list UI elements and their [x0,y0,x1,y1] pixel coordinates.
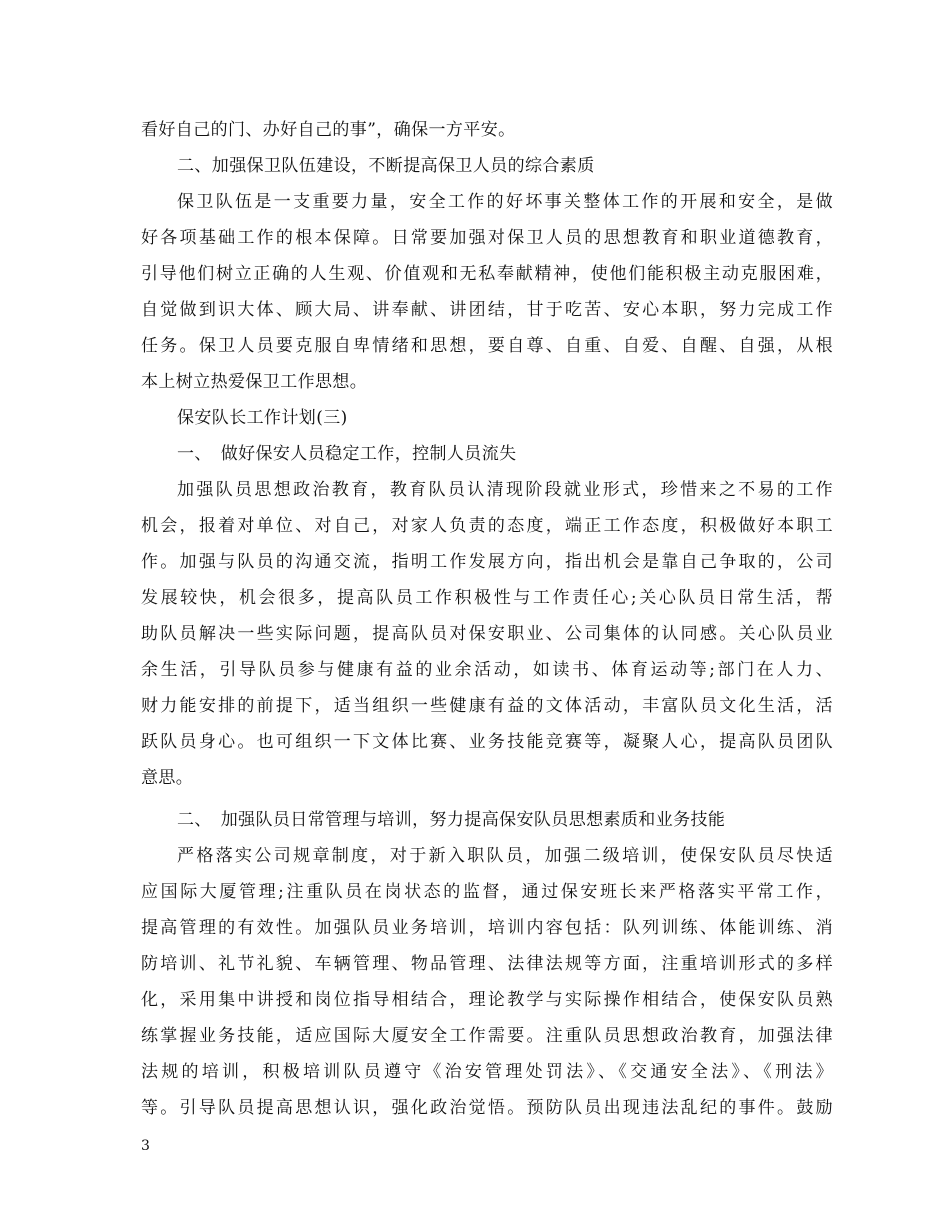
paragraph [141,184,833,400]
text-line: 看好自己的门、办好自己的事”，确保一方平安。 [141,120,516,140]
text-line: 好各项基础工作的根本保障。日常要加强对保卫人员的思想教育和职业道德教育， [141,228,833,248]
text-line: 余生活，引导队员参与健康有益的业余活动，如读书、体育运动等;部门在人力、 [141,660,833,680]
text-line: 等。引导队员提高思想认识，强化政治觉悟。预防队员出现违法乱纪的事件。鼓励 [141,1098,833,1118]
text-line: 作。加强与队员的沟通交流，指明工作发展方向，指出机会是靠自己争取的，公司 [141,552,833,572]
text-line: 法规的培训，积极培训队员遵守《治安管理处罚法》、《交通安全法》、《刑法》 [141,1062,833,1082]
text-line: 发展较快，机会很多，提高队员工作积极性与工作责任心;关心队员日常生活，帮 [141,588,833,608]
document-body [141,112,833,1126]
text-line: 意思。 [141,768,194,788]
text-line: 保卫队伍是一支重要力量，安全工作的好坏事关整体工作的开展和安全，是做 [177,192,833,212]
section-heading [141,400,833,436]
text-line: 防培训、礼节礼貌、车辆管理、物品管理、法律法规等方面，注重培训形式的多样 [141,954,833,974]
paragraph [141,838,833,1126]
text-line: 自觉做到识大体、顾大局、讲奉献、讲团结，甘于吃苦、安心本职，努力完成工作 [141,300,833,320]
text-line: 财力能安排的前提下，适当组织一些健康有益的文体活动，丰富队员文化生活，活 [141,696,833,716]
text-line: 二、 加强队员日常管理与培训，努力提高保安队员思想素质和业务技能 [177,810,726,830]
text-line: 加强队员思想政治教育，教育队员认清现阶段就业形式，珍惜来之不易的工作 [177,480,833,500]
text-line: 应国际大厦管理;注重队员在岗状态的监督，通过保安班长来严格落实平常工作， [141,882,833,902]
text-line: 助队员解决一些实际问题，提高队员对保安职业、公司集体的认同感。关心队员业 [141,624,833,644]
text-line: 引导他们树立正确的人生观、价值观和无私奉献精神，使他们能积极主动克服困难， [141,264,833,284]
text-line: 练掌握业务技能，适应国际大厦安全工作需要。注重队员思想政治教育，加强法律 [141,1026,833,1046]
text-line: 跃队员身心。也可组织一下文体比赛、业务技能竞赛等，凝聚人心，提高队员团队 [141,732,833,752]
page-number: 3 [141,1138,150,1154]
paragraph [141,112,833,148]
section-heading [141,148,833,184]
paragraph [141,472,833,796]
text-line: 一、 做好保安人员稳定工作，控制人员流失 [177,444,517,464]
section-heading [141,802,833,838]
text-line: 二、加强保卫队伍建设，不断提高保卫人员的综合素质 [177,156,595,176]
text-line: 保安队长工作计划(三) [177,408,348,428]
text-line: 提高管理的有效性。加强队员业务培训，培训内容包括：队列训练、体能训练、消 [141,918,833,938]
text-line: 本上树立热爱保卫工作思想。 [141,372,368,392]
section-heading [141,436,833,472]
text-line: 化，采用集中讲授和岗位指导相结合，理论教学与实际操作相结合，使保安队员熟 [141,990,833,1010]
text-line: 任务。保卫人员要克服自卑情绪和思想，要自尊、自重、自爱、自醒、自强，从根 [141,336,833,356]
text-line: 机会，报着对单位、对自己，对家人负责的态度，端正工作态度，积极做好本职工 [141,516,833,536]
text-line: 严格落实公司规章制度，对于新入职队员，加强二级培训，使保安队员尽快适 [177,846,833,866]
